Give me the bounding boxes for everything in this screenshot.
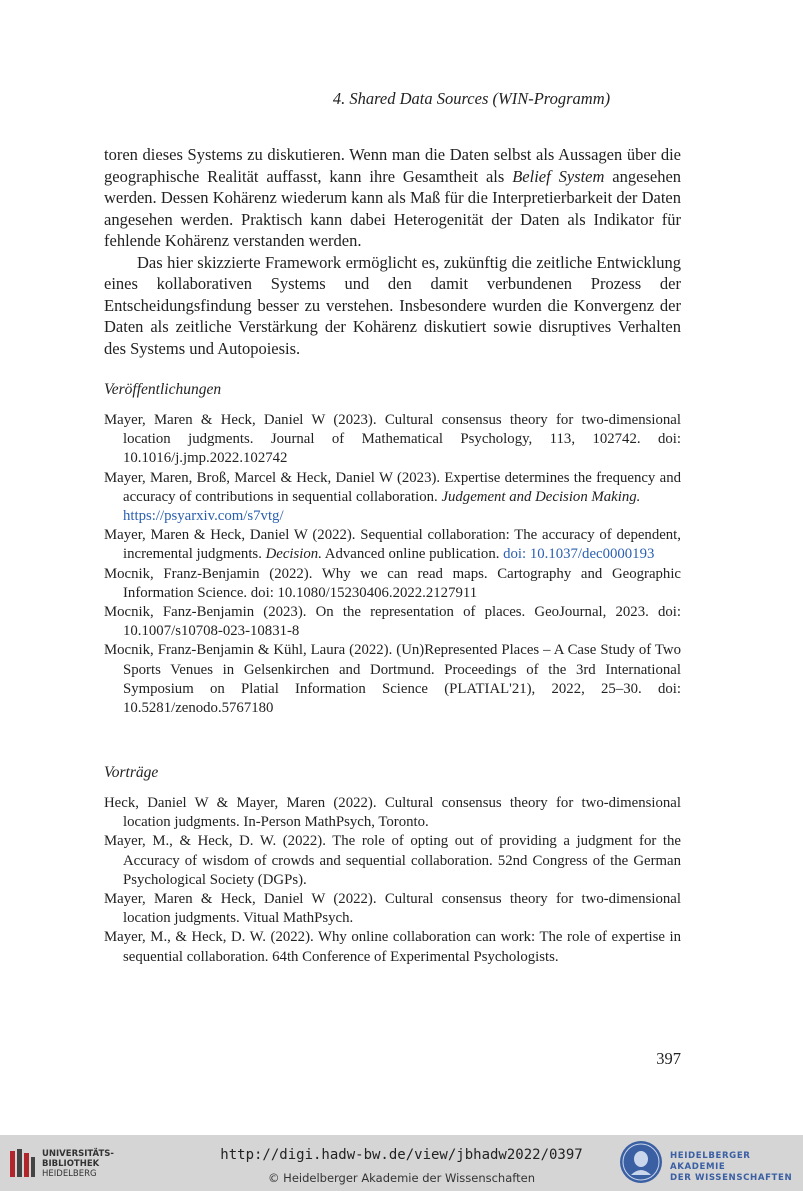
ub-heidelberg-logo[interactable]: UNIVERSITÄTS- BIBLIOTHEK HEIDELBERG: [8, 1147, 128, 1183]
talk-item: Mayer, M., & Heck, D. W. (2022). Why online collaboration can work: The role of expertise in sequential collaboration. 64th Conference of Experimental Psychologists.: [104, 929, 681, 965]
publication-link[interactable]: doi: 10.1037/dec0000193: [503, 546, 655, 563]
publication-link[interactable]: https://psyarxiv.com/s7vtg/: [123, 508, 284, 525]
talk-item: Mayer, Maren & Heck, Daniel W (2022). Cultural consensus theory for two-dimensional location judgments. Vitual MathPsych.: [104, 891, 681, 927]
paragraph-1: toren dieses Systems zu diskutieren. Wenn man die Daten selbst als Aussagen über die geographische Realität auffasst, kann ihre Gesamtheit als Belief System angesehen werden. Dessen Kohärenz wiederum kann als Maß für die Interpretierbarkeit der Daten angesehen werden. Praktisch kann dabei Heterogenität der Daten als Indikator für fehlende Kohärenz verstanden werden.: [104, 145, 682, 250]
publications-heading: Veröffentlichungen: [104, 381, 222, 398]
running-header: 4. Shared Data Sources (WIN-Programm): [332, 89, 611, 108]
talks-heading: Vorträge: [104, 764, 159, 781]
footer-copyright: © Heidelberger Akademie der Wissenschaften: [268, 1171, 535, 1185]
page-number: 397: [656, 1049, 681, 1068]
belief-system-term: Belief System: [512, 166, 605, 186]
paragraph-2: Das hier skizzierte Framework ermöglicht es, zukünftig die zeitliche Entwicklung eines kollaborativen Systems und den damit verbundenen Prozess der Entscheidungsfindung besser zu verstehen. Insbesondere wurden die Konvergenz der Daten als zeitliche Verstärkung der Kohärenz diskutiert sowie disruptives Verhalten des Systems und Autopoiesis.: [104, 252, 681, 358]
publication-item: Mayer, Maren, Broß, Marcel & Heck, Daniel W (2023). Expertise determines the frequency and accuracy of contributions in sequential collaboration. Judgement and Decision Making. https://psyarxiv.com/s7vtg/: [104, 469, 681, 525]
hadw-seal-icon: [620, 1141, 662, 1183]
talk-item: Mayer, M., & Heck, D. W. (2022). The role of opting out of providing a judgment for the Accuracy of wisdom of crowds and sequential collaboration. 52nd Congress of the German Psychological Society (DGPs).: [104, 833, 681, 888]
hadw-logo[interactable]: HEIDELBERGER AKADEMIE DER WISSENSCHAFTEN: [618, 1141, 803, 1185]
talk-item: Heck, Daniel W & Mayer, Maren (2022). Cultural consensus theory for two-dimensional location judgments. In-Person MathPsych, Toronto.: [104, 795, 681, 831]
publication-item: Mocnik, Franz-Benjamin (2022). Why we can read maps. Cartography and Geographic Information Science. doi: 10.1080/15230406.2022.2127911: [104, 565, 681, 601]
footer-url-link[interactable]: http://digi.hadw-bw.de/view/jbhadw2022/0397: [220, 1147, 583, 1163]
body-text: [104, 144, 681, 359]
publications-list: [104, 411, 681, 718]
publication-item: Mocnik, Fanz-Benjamin (2023). On the representation of places. GeoJournal, 2023. doi: 10.1007/s10708-023-10831-8: [104, 604, 681, 640]
publication-item: Mocnik, Franz-Benjamin & Kühl, Laura (2022). (Un)Represented Places – A Case Study of Two Sports Venues in Gelsenkirchen and Dortmund. Proceedings of the 3rd International Symposium on Platial Information Science (PLATIAL'21), 2022, 25–30. doi: 10.5281/zenodo.5767180: [104, 642, 681, 717]
publication-item: Mayer, Maren & Heck, Daniel W (2023). Cultural consensus theory for two-dimensional location judgments. Journal of Mathematical Psychology, 113, 102742. doi: 10.1016/j.jmp.2022.102742: [104, 412, 681, 467]
publication-item: Mayer, Maren & Heck, Daniel W (2022). Sequential collaboration: The accuracy of dependent, incremental judgments. Decision. Advanced online publication. doi: 10.1037/dec0000193: [104, 527, 681, 563]
footer-bar: [0, 1135, 803, 1191]
talks-list: [104, 794, 681, 967]
